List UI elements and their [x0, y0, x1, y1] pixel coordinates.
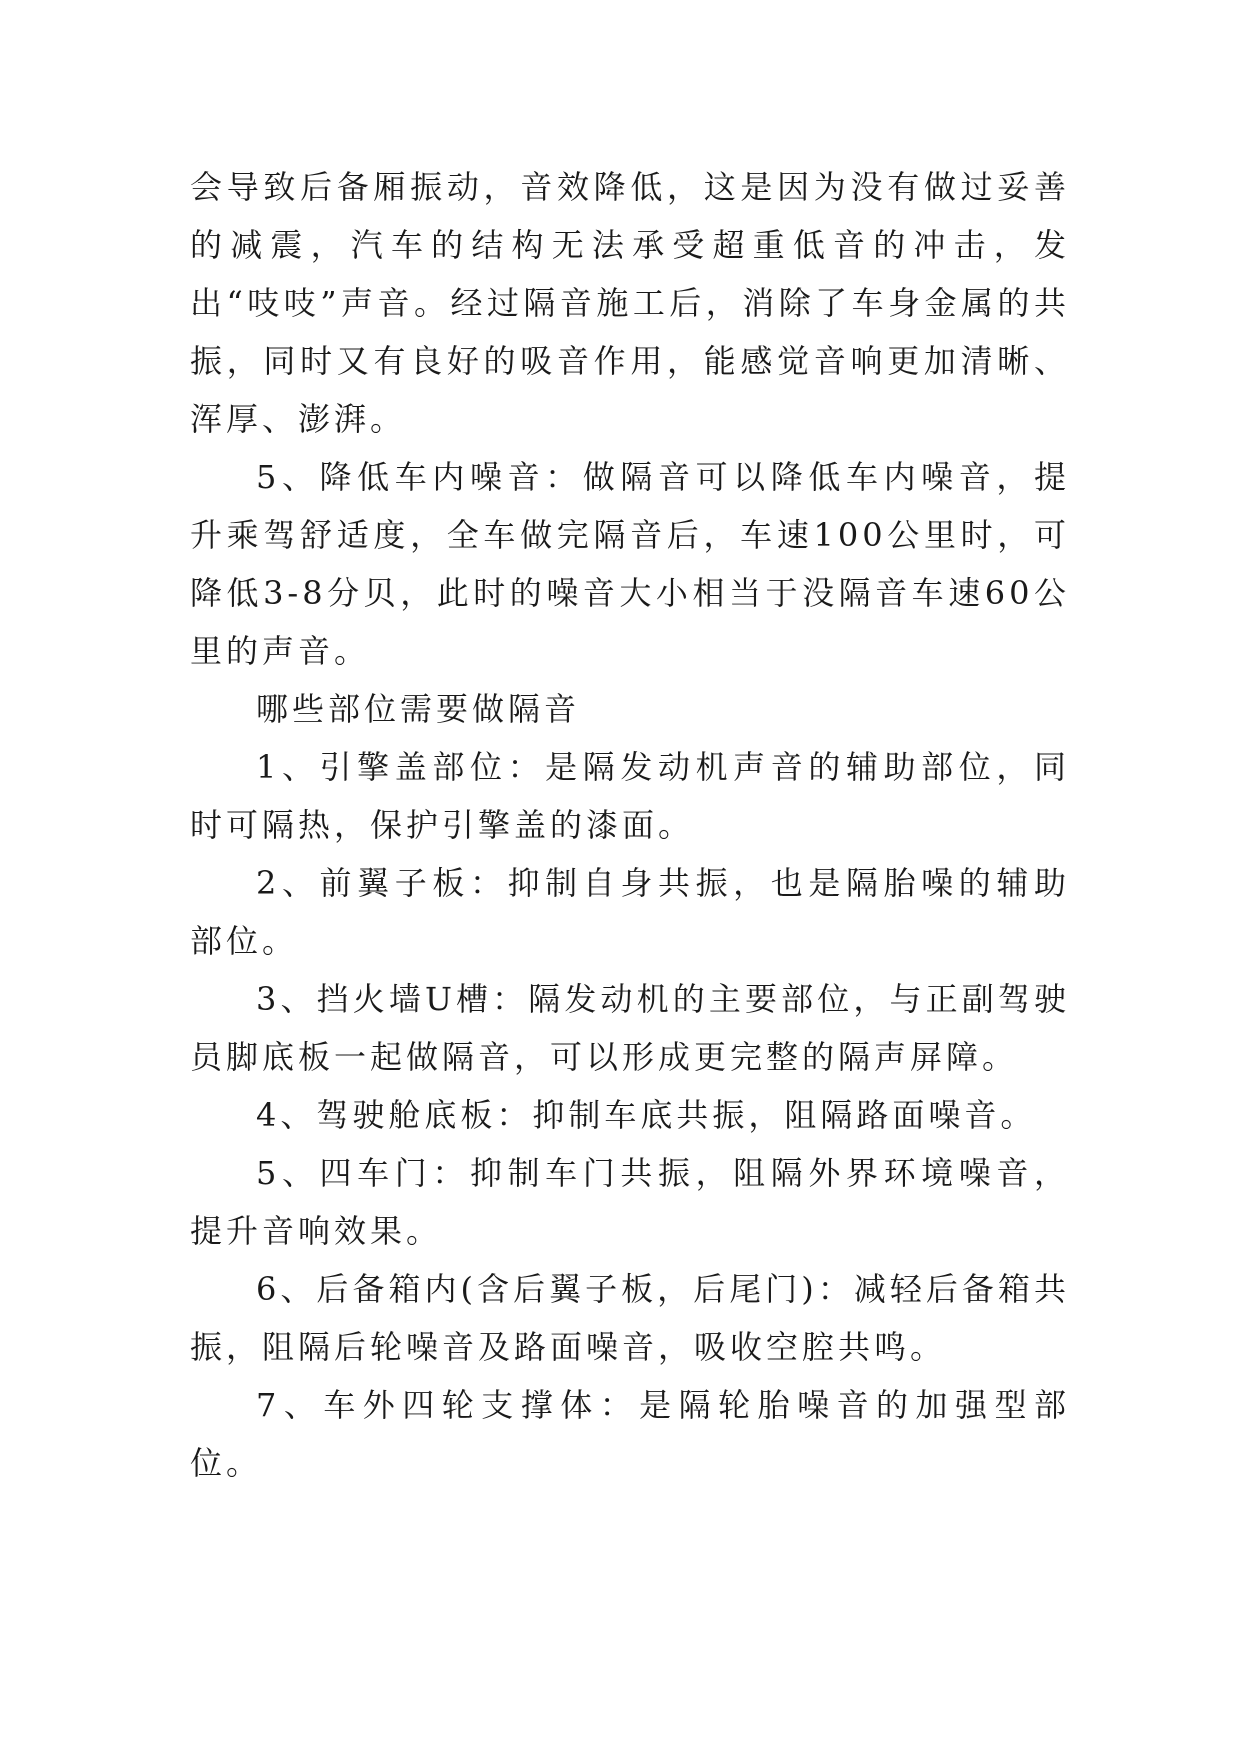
paragraph-item-4-cabin-floor: 4、驾驶舱底板：抑制车底共振，阻隔路面噪音。: [256, 1096, 1037, 1134]
paragraph-item-5-doors: 5、四车门：抑制车门共振，阻隔外界环境噪音，提升音响效果。: [190, 1154, 1070, 1250]
document-body: [190, 158, 1070, 1492]
paragraph-intro: 会导致后备厢振动，音效降低，这是因为没有做过妥善的减震，汽车的结构无法承受超重低音的冲击，发出“吱吱”声音。经过隔音施工后，消除了车身金属的共振，同时又有良好的吸音作用，能感觉音响更加清晰、浑厚、澎湃。: [190, 168, 1070, 438]
paragraph-item-5-reduce-noise: 5、降低车内噪音：做隔音可以降低车内噪音，提升乘驾舒适度，全车做完隔音后，车速100公里时，可降低3-8分贝，此时的噪音大小相当于没隔音车速60公里的声音。: [190, 458, 1070, 670]
section-heading: 哪些部位需要做隔音: [256, 690, 581, 728]
paragraph-item-3-firewall: 3、挡火墙U槽：隔发动机的主要部位，与正副驾驶员脚底板一起做隔音，可以形成更完整的隔声屏障。: [190, 980, 1070, 1076]
paragraph-item-2-fender: 2、前翼子板：抑制自身共振，也是隔胎噪的辅助部位。: [190, 864, 1070, 960]
paragraph-item-1-hood: 1、引擎盖部位：是隔发动机声音的辅助部位，同时可隔热，保护引擎盖的漆面。: [190, 748, 1070, 844]
paragraph-item-7-wheel-support: 7、车外四轮支撑体：是隔轮胎噪音的加强型部位。: [190, 1386, 1070, 1482]
paragraph-item-6-trunk: 6、后备箱内(含后翼子板，后尾门)：减轻后备箱共振，阻隔后轮噪音及路面噪音，吸收空腔共鸣。: [190, 1270, 1070, 1366]
